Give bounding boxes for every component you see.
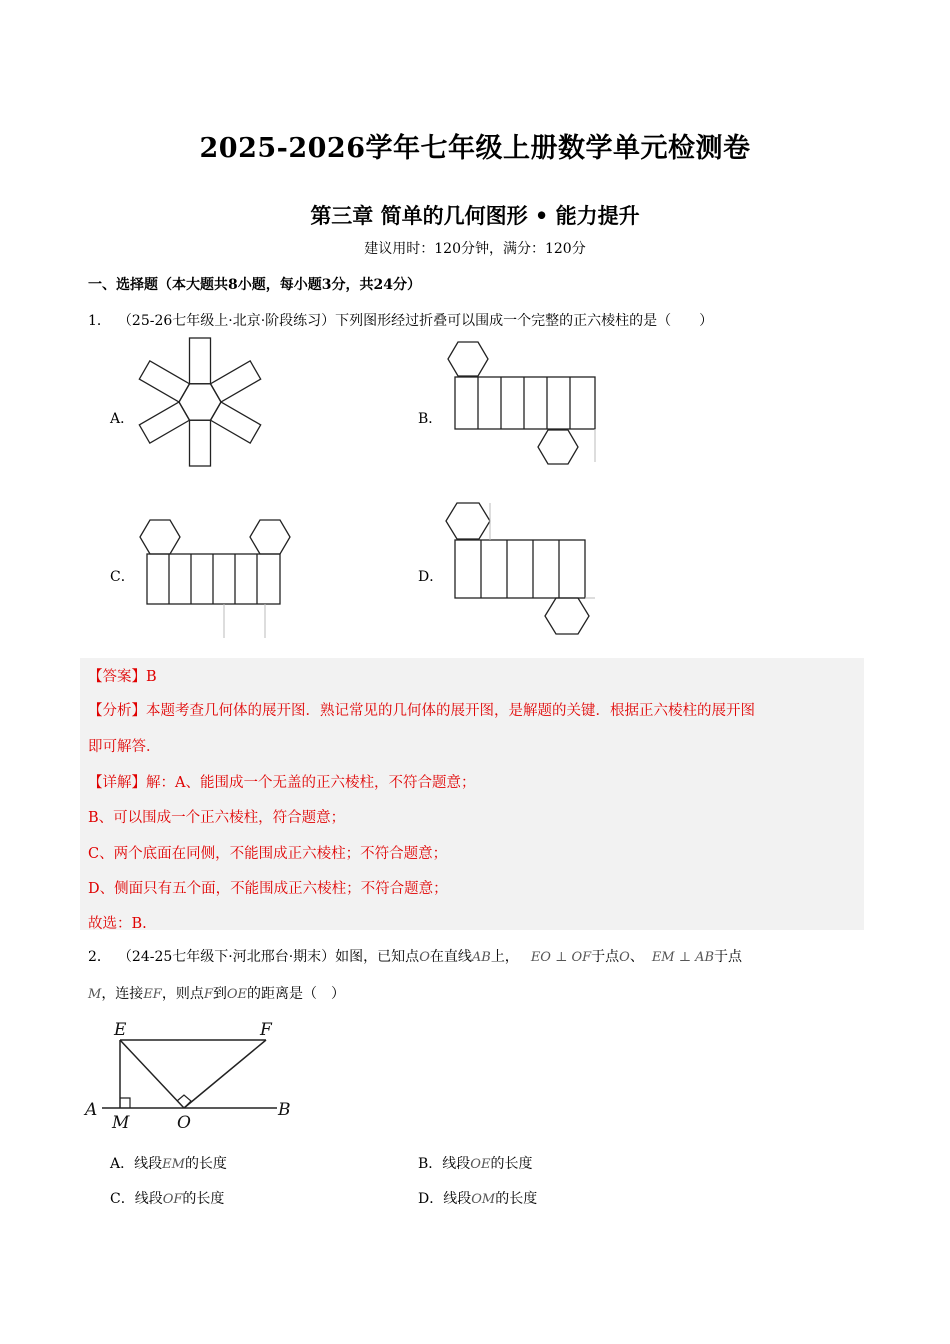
option-a-label: A． (110, 411, 135, 427)
question-2-figure (82, 1018, 302, 1133)
detail-line-4: D、侧面只有五个面，不能围成正六棱柱；不符合题意； (88, 881, 448, 897)
question-number: 2． (88, 949, 111, 965)
label-o: O (177, 1113, 191, 1133)
q2-option-b: B．线段OE的长度 (418, 1156, 533, 1172)
label-b: B (278, 1100, 291, 1120)
detail-line-5: 故选：B. (88, 916, 147, 932)
q2-option-c: C．线段OF的长度 (110, 1191, 225, 1207)
detail-line-2: B、可以围成一个正六棱柱，符合题意； (88, 810, 346, 826)
page-title: 2025-2026学年七年级上册数学单元检测卷 (199, 133, 751, 164)
q2-option-a: A．线段EM的长度 (110, 1156, 227, 1172)
figure-option-d (440, 500, 610, 640)
question-1-stem (88, 310, 713, 330)
figure-option-c (135, 518, 305, 640)
answer-line: 【答案】B (88, 669, 157, 685)
option-d-label: D． (418, 569, 444, 585)
figure-option-a (130, 336, 270, 468)
q2-option-d: D．线段OM的长度 (418, 1191, 538, 1207)
option-c-label: C． (110, 569, 135, 585)
detail-line-1: 【详解】解：A、能围成一个无盖的正六棱柱，不符合题意； (88, 775, 476, 791)
analysis-line-2: 即可解答． (88, 739, 161, 755)
section-heading: 一、选择题（本大题共8小题，每小题3分，共24分） (88, 277, 421, 293)
question-2-stem-line-2: M，连接EF，则点F到OE的距离是（ ） (88, 986, 346, 1002)
label-f: F (260, 1020, 272, 1040)
question-2-stem-line-1: 2． （24-25七年级下·河北邢台·期末）如图，已知点O在直线AB上， EO ⊥ OF于点O、 EM ⊥ AB于点 (88, 949, 743, 965)
label-a: A (85, 1100, 98, 1120)
figure-option-b (440, 340, 610, 470)
detail-line-3: C、两个底面在同侧，不能围成正六棱柱；不符合题意； (88, 846, 448, 862)
question-text: （25-26七年级上·北京·阶段练习）下列图形经过折叠可以围成一个完整的正六棱柱的是（ ） (124, 313, 714, 329)
chapter-subtitle: 第三章 简单的几何图形 • 能力提升 (310, 203, 640, 228)
question-number: 1． (88, 313, 111, 329)
option-b-label: B． (418, 411, 443, 427)
time-info: 建议用时：120分钟，满分：120分 (364, 241, 586, 257)
label-e: E (114, 1020, 127, 1040)
label-m: M (112, 1113, 130, 1133)
analysis-line-1: 【分析】本题考查几何体的展开图．熟记常见的几何体的展开图，是解题的关键．根据正六棱柱的展开图 (88, 703, 755, 719)
